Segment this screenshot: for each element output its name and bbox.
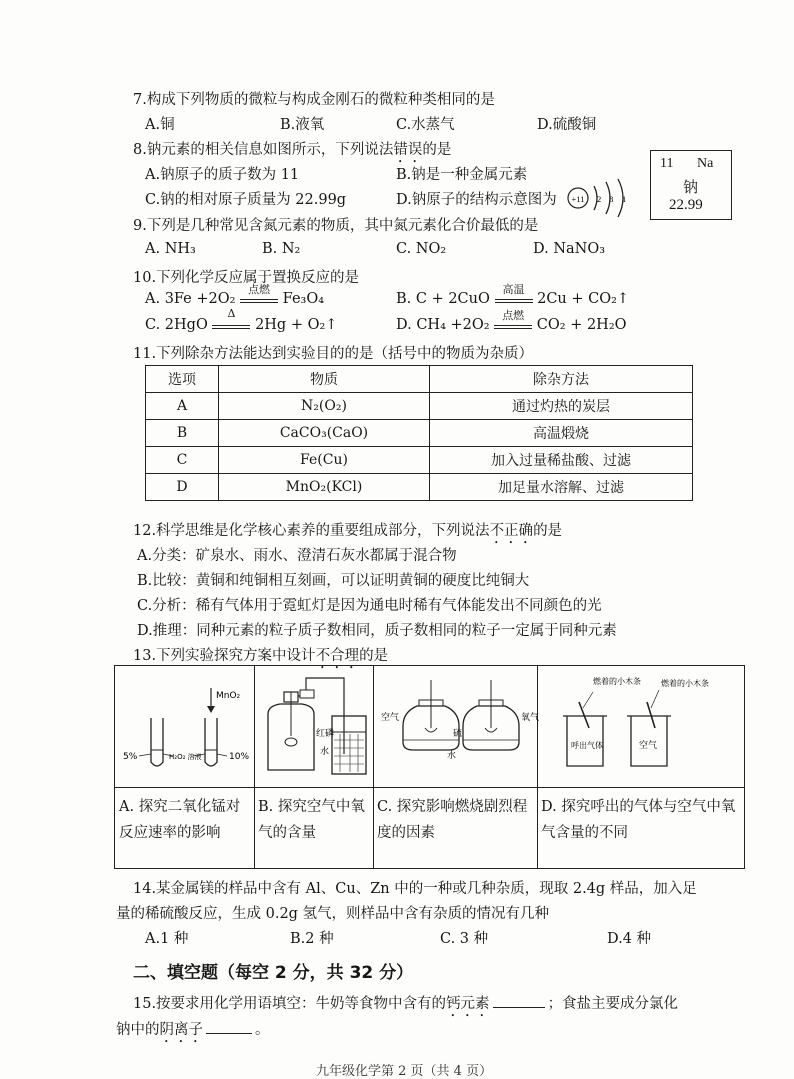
table-cell: MnO₂(KCl) [219,474,430,501]
reaction-condition-arrow: Δ [212,316,250,329]
q9-option-b: B. N₂ [262,241,301,257]
caption-b: B. 探究空气中氧气的含量 [258,799,365,841]
table-cell: D [146,474,219,501]
left-concentration: 5% [123,752,138,762]
q14-option-b: B.2 种 [290,931,334,947]
combustion-jars-figure [373,666,540,786]
table-cell: 加足量水溶解、过滤 [430,474,693,501]
q8-option-b: B.钠是一种金属元素 [396,167,528,183]
table-cell: 通过灼热的炭层 [430,393,693,420]
sodium-atom-structure-diagram [566,176,632,220]
red-phosphorus-label: 红磷 [316,729,335,739]
q8-option-d: D.钠原子的结构示意图为 [396,192,557,208]
q7-option-b: B.液氧 [280,117,325,133]
table-row [146,420,693,447]
caption-c: C. 探究影响燃烧剧烈程度的因素 [377,799,528,841]
experiment-b [254,666,374,868]
right-concentration: 10% [229,752,250,762]
q12-option-a: A.分类：矿泉水、雨水、澄清石灰水都属于混合物 [137,548,457,564]
q14-option-a: A.1 种 [145,931,189,947]
table-header: 除杂方法 [430,366,693,393]
q15-line1: 15.按要求用化学用语填空：牛奶等食物中含有的钙元素 ；食盐主要成分氯化 [133,992,678,1020]
q12-option-b: B.比较：黄铜和纯铜相互刻画，可以证明黄铜的硬度比纯铜大 [137,573,530,589]
q10-option-d: D. CH₄ +2O₂ 点燃 CO₂ + 2H₂O [396,309,627,333]
table-cell: CaCO₃(CaO) [219,420,430,447]
table-cell: C [146,447,219,474]
page-footer: 九年级化学第 2 页（共 4 页） [316,1064,493,1079]
atomic-mass: 22.99 [669,197,703,213]
water-label: 水 [447,751,457,761]
section-heading: 二、填空题（每空 2 分，共 32 分） [133,963,414,983]
experiment-a [115,666,255,868]
q11-table [145,365,693,501]
table-cell: A [146,393,219,420]
q15-line2: 钠中的阴离子 。 [116,1018,270,1046]
atomic-number: 11 [660,156,674,171]
q7-stem: 7.构成下列物质的微粒与构成金刚石的微粒种类相同的是 [133,92,495,108]
q14-option-d: D.4 种 [607,931,652,947]
exhaled-gas-label: 呼出气体 [571,741,603,750]
phosphorus-bottle-figure [254,666,373,786]
q9-option-c: C. NO₂ [396,241,447,257]
experiment-c [373,666,538,868]
oxygen-label: 氧气 [521,713,540,723]
burning-stick-label-2: 燃着的小木条 [661,679,709,688]
table-header: 选项 [146,366,219,393]
table-header-row [146,366,693,393]
caption-d: D. 探究呼出的气体与空气中氧气含量的不同 [541,799,736,841]
table-row [146,393,693,420]
nucleus-label: +11 [571,194,585,204]
q12-option-c: C.分析：稀有气体用于霓虹灯是因为通电时稀有气体能发出不同颜色的光 [137,598,602,614]
q8-option-a: A.钠原子的质子数为 11 [145,167,300,183]
experiment-d [537,666,744,868]
q12-option-d: D.推理：同种元素的粒子质子数相同，质子数相同的粒子一定属于同种元素 [137,623,617,639]
table-cell: 高温煅烧 [430,420,693,447]
test-tubes-figure [115,666,254,786]
sodium-element-tile [650,150,732,220]
answer-blank[interactable] [493,993,545,1008]
q10-option-b: B. C + 2CuO 高温 2Cu + CO₂↑ [396,283,630,307]
air-label: 空气 [639,741,658,751]
q14-stem-line2: 量的稀硫酸反应，生成 0.2g 氢气，则样品中含有杂质的情况有几种 [116,906,550,922]
shell-2-count: 8 [609,194,614,204]
q11-stem: 11.下列除杂方法能达到实验目的的是（括号中的物质为杂质） [133,346,534,362]
table-cell: 加入过量稀盐酸、过滤 [430,447,693,474]
element-symbol: Na [697,156,714,171]
table-cell: B [146,420,219,447]
water-label: 水 [320,747,330,757]
reaction-condition-arrow: 点燃 [494,316,532,329]
answer-blank[interactable] [206,1019,252,1034]
q12-stem: 12.科学思维是化学核心素养的重要组成部分，下列说法不正确的是 [133,523,563,539]
reaction-condition-arrow: 高温 [495,290,533,303]
shell-1-count: 2 [597,194,602,204]
sulfur-label: 硫 [453,729,463,739]
shell-3-count: 1 [622,194,627,204]
table-row [146,447,693,474]
reaction-condition-arrow: 点燃 [240,290,278,303]
q10-option-a: A. 3Fe +2O₂ 点燃 Fe₃O₄ [145,283,325,307]
q13-experiment-table [114,665,745,869]
q10-option-c: C. 2HgO Δ 2Hg + O₂↑ [145,307,338,333]
q14-stem-line1: 14.某金属镁的样品中含有 Al、Cu、Zn 中的一种或几种杂质，现取 2.4g 样品，加入足 [133,881,697,897]
q8-stem: 8.钠元素的相关信息如图所示，下列说法错误的是 [133,142,452,158]
burning-stick-label-1: 燃着的小木条 [593,677,641,686]
element-name: 钠 [683,178,699,196]
q10-stem: 10.下列化学反应属于置换反应的是 [133,270,360,286]
q9-stem: 9.下列是几种常见含氮元素的物质，其中氮元素化合价最低的是 [133,218,539,234]
air-label: 空气 [381,713,400,723]
q14-option-c: C. 3 种 [440,931,489,947]
q7-option-d: D.硫酸铜 [537,117,597,133]
table-cell: Fe(Cu) [219,447,430,474]
q8-option-c: C.钠的相对原子质量为 22.99g [145,192,347,208]
gas-bottles-figure [537,666,744,786]
q9-option-a: A. NH₃ [145,241,196,257]
table-row [146,474,693,501]
table-header: 物质 [219,366,430,393]
q7-option-c: C.水蒸气 [396,117,455,133]
caption-a: A. 探究二氧化锰对反应速率的影响 [119,799,241,841]
mno2-label: MnO₂ [216,691,241,701]
solution-label: H₂O₂ 溶液 [169,753,202,761]
table-cell: N₂(O₂) [219,393,430,420]
q7-option-a: A.铜 [145,117,175,133]
q9-option-d: D. NaNO₃ [533,241,606,257]
q13-stem: 13.下列实验探究方案中设计不合理的是 [133,648,389,664]
